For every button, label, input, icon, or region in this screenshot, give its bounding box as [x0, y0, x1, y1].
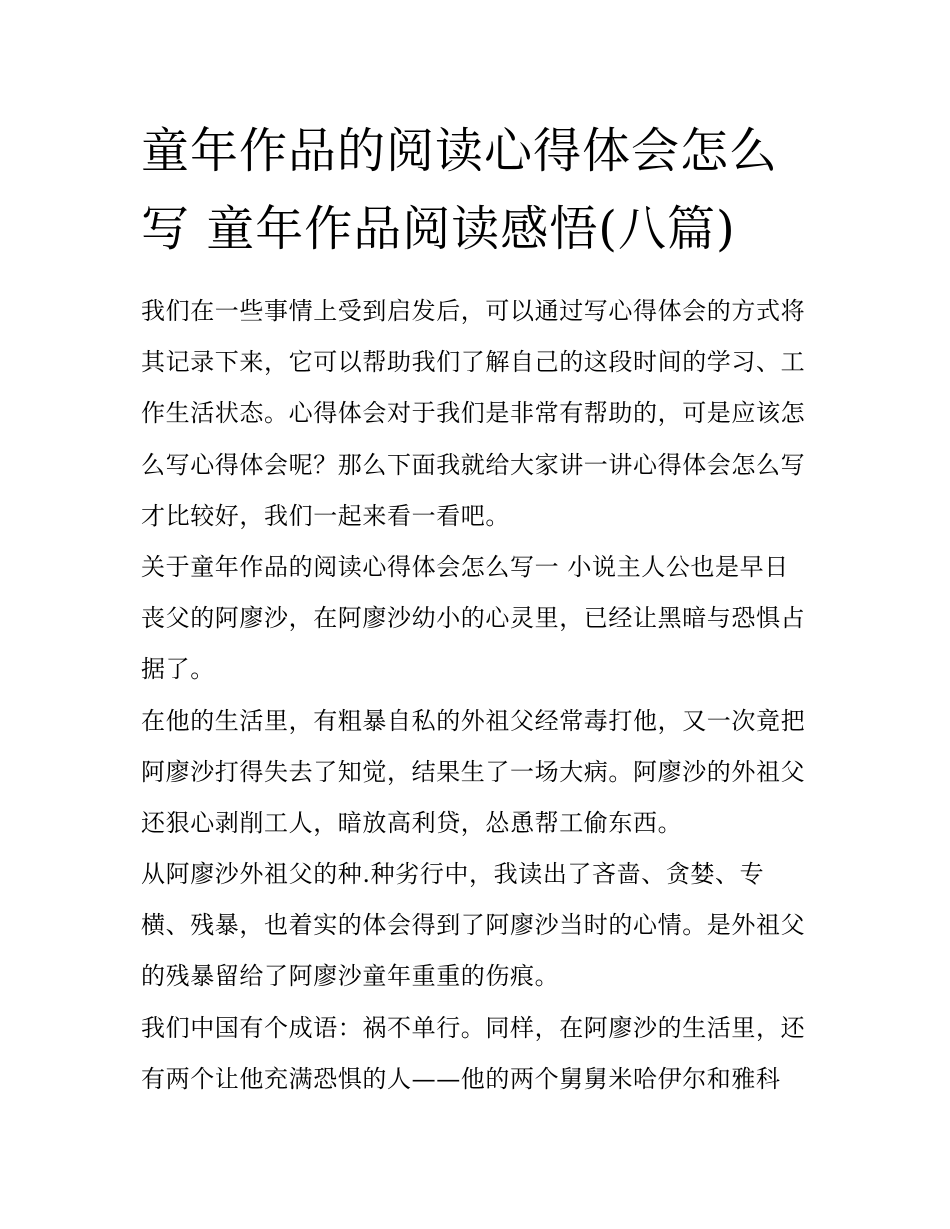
paragraph-line: 在他的生活里，有粗暴自私的外祖父经常毒打他，又一次竟把 — [141, 706, 806, 735]
paragraph — [141, 286, 813, 542]
document-body — [141, 286, 813, 1105]
paragraph-line: 其记录下来，它可以帮助我们了解自己的这段时间的学习、工 — [141, 348, 806, 377]
paragraph — [141, 542, 813, 696]
document-title — [141, 112, 813, 268]
paragraph-line: 从阿廖沙外祖父的种.种劣行中，我读出了吝啬、贪婪、专 — [141, 860, 765, 889]
paragraph-line: 我们在一些事情上受到启发后，可以通过写心得体会的方式将 — [141, 297, 806, 325]
paragraph-line: 还狠心剥削工人，暗放高利贷，怂恿帮工偷东西。 — [141, 808, 683, 837]
document-page — [141, 112, 813, 1105]
paragraph — [141, 696, 813, 850]
paragraph — [141, 1003, 813, 1105]
paragraph — [141, 849, 813, 1003]
paragraph-line: 关于童年作品的阅读心得体会怎么写一 小说主人公也是早日 — [141, 552, 789, 581]
paragraph-line: 么写心得体会呢？那么下面我就给大家讲一讲心得体会怎么写 — [141, 450, 806, 479]
paragraph-line: 有两个让他充满恐惧的人——他的两个舅舅米哈伊尔和雅科 — [141, 1064, 781, 1093]
paragraph-line: 才比较好，我们一起来看一看吧。 — [141, 501, 510, 530]
title-line: 童年作品的阅读心得体会怎么 — [141, 123, 779, 179]
paragraph-line: 我们中国有个成语：祸不单行。同样，在阿廖沙的生活里，还 — [141, 1013, 806, 1042]
paragraph-line: 丧父的阿廖沙，在阿廖沙幼小的心灵里，已经让黑暗与恐惧占 — [141, 604, 806, 633]
paragraph-line: 作生活状态。心得体会对于我们是非常有帮助的，可是应该怎 — [141, 399, 806, 428]
title-line: 写 童年作品阅读感悟(八篇) — [141, 201, 736, 257]
paragraph-line: 横、残暴，也着实的体会得到了阿廖沙当时的心情。是外祖父 — [141, 911, 806, 940]
paragraph-line: 的残暴留给了阿廖沙童年重重的伤痕。 — [141, 962, 560, 991]
paragraph-line: 阿廖沙打得失去了知觉，结果生了一场大病。阿廖沙的外祖父 — [141, 757, 806, 786]
paragraph-line: 据了。 — [141, 655, 215, 684]
